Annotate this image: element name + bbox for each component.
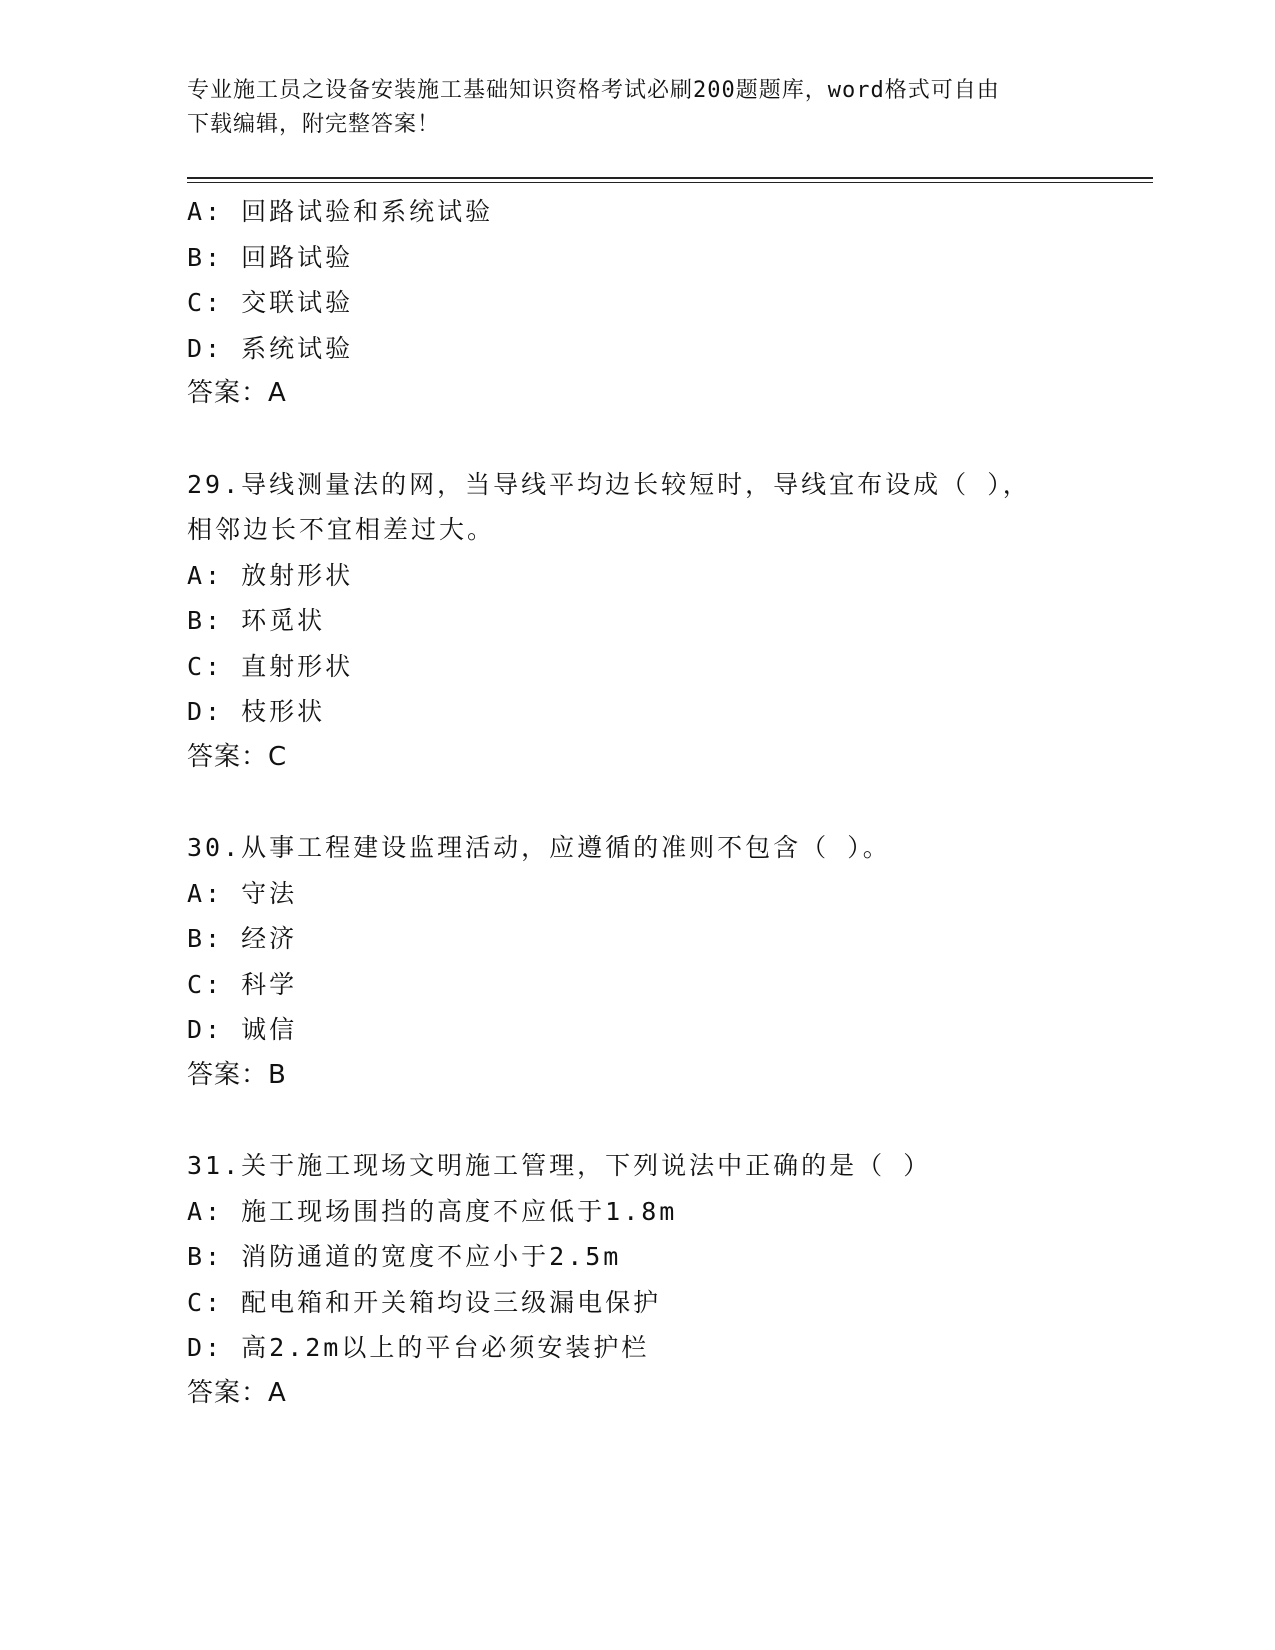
spacer (187, 1098, 1127, 1143)
answer: 答案：A (187, 378, 287, 408)
header-divider-thick (187, 177, 1153, 179)
header-line-1: 专业施工员之设备安装施工基础知识资格考试必刷200题题库，word格式可自由 (187, 78, 1000, 103)
spacer (187, 417, 1127, 462)
answer: 答案：B (187, 1059, 287, 1090)
question-29 (187, 462, 1127, 781)
question-31 (187, 1143, 1127, 1416)
option-c: C: 科学 (187, 969, 298, 999)
question-30 (187, 825, 1127, 1098)
option-d: D: 枝形状 (187, 697, 326, 726)
option-b: B: 回路试验 (187, 242, 354, 272)
answer: 答案：A (187, 1377, 287, 1408)
document-header (187, 74, 1067, 142)
header-line-2: 下载编辑，附完整答案！ (187, 112, 441, 137)
option-a: A: 守法 (187, 878, 298, 908)
option-d: D: 高2.2m以上的平台必须安装护栏 (187, 1333, 650, 1362)
question-stem-line-1: 29.导线测量法的网，当导线平均边长较短时，导线宜布设成（ ）， (187, 469, 1031, 499)
option-c: C: 配电箱和开关箱均设三级漏电保护 (187, 1287, 662, 1317)
option-a: A: 回路试验和系统试验 (187, 197, 494, 226)
question-stem-line-2: 相邻边长不宜相差过大。 (187, 515, 496, 544)
question-list (187, 189, 1127, 1416)
question-stem: 30.从事工程建设监理活动，应遵循的准则不包含（ ）。 (187, 833, 891, 862)
question-stem: 31.关于施工现场文明施工管理，下列说法中正确的是（ ） (187, 1151, 932, 1180)
option-b: B: 消防通道的宽度不应小于2.5m (187, 1242, 622, 1271)
option-d: D: 诚信 (187, 1015, 298, 1044)
answer: 答案：C (187, 741, 288, 772)
header-divider-thin (187, 182, 1153, 183)
option-d: D: 系统试验 (187, 333, 354, 363)
option-b: B: 环觅状 (187, 606, 326, 635)
option-c: C: 交联试验 (187, 288, 354, 317)
spacer (187, 780, 1127, 825)
option-c: C: 直射形状 (187, 651, 354, 681)
question-28 (187, 189, 1127, 417)
option-b: B: 经济 (187, 924, 298, 953)
option-a: A: 施工现场围挡的高度不应低于1.8m (187, 1196, 678, 1226)
option-a: A: 放射形状 (187, 560, 354, 590)
